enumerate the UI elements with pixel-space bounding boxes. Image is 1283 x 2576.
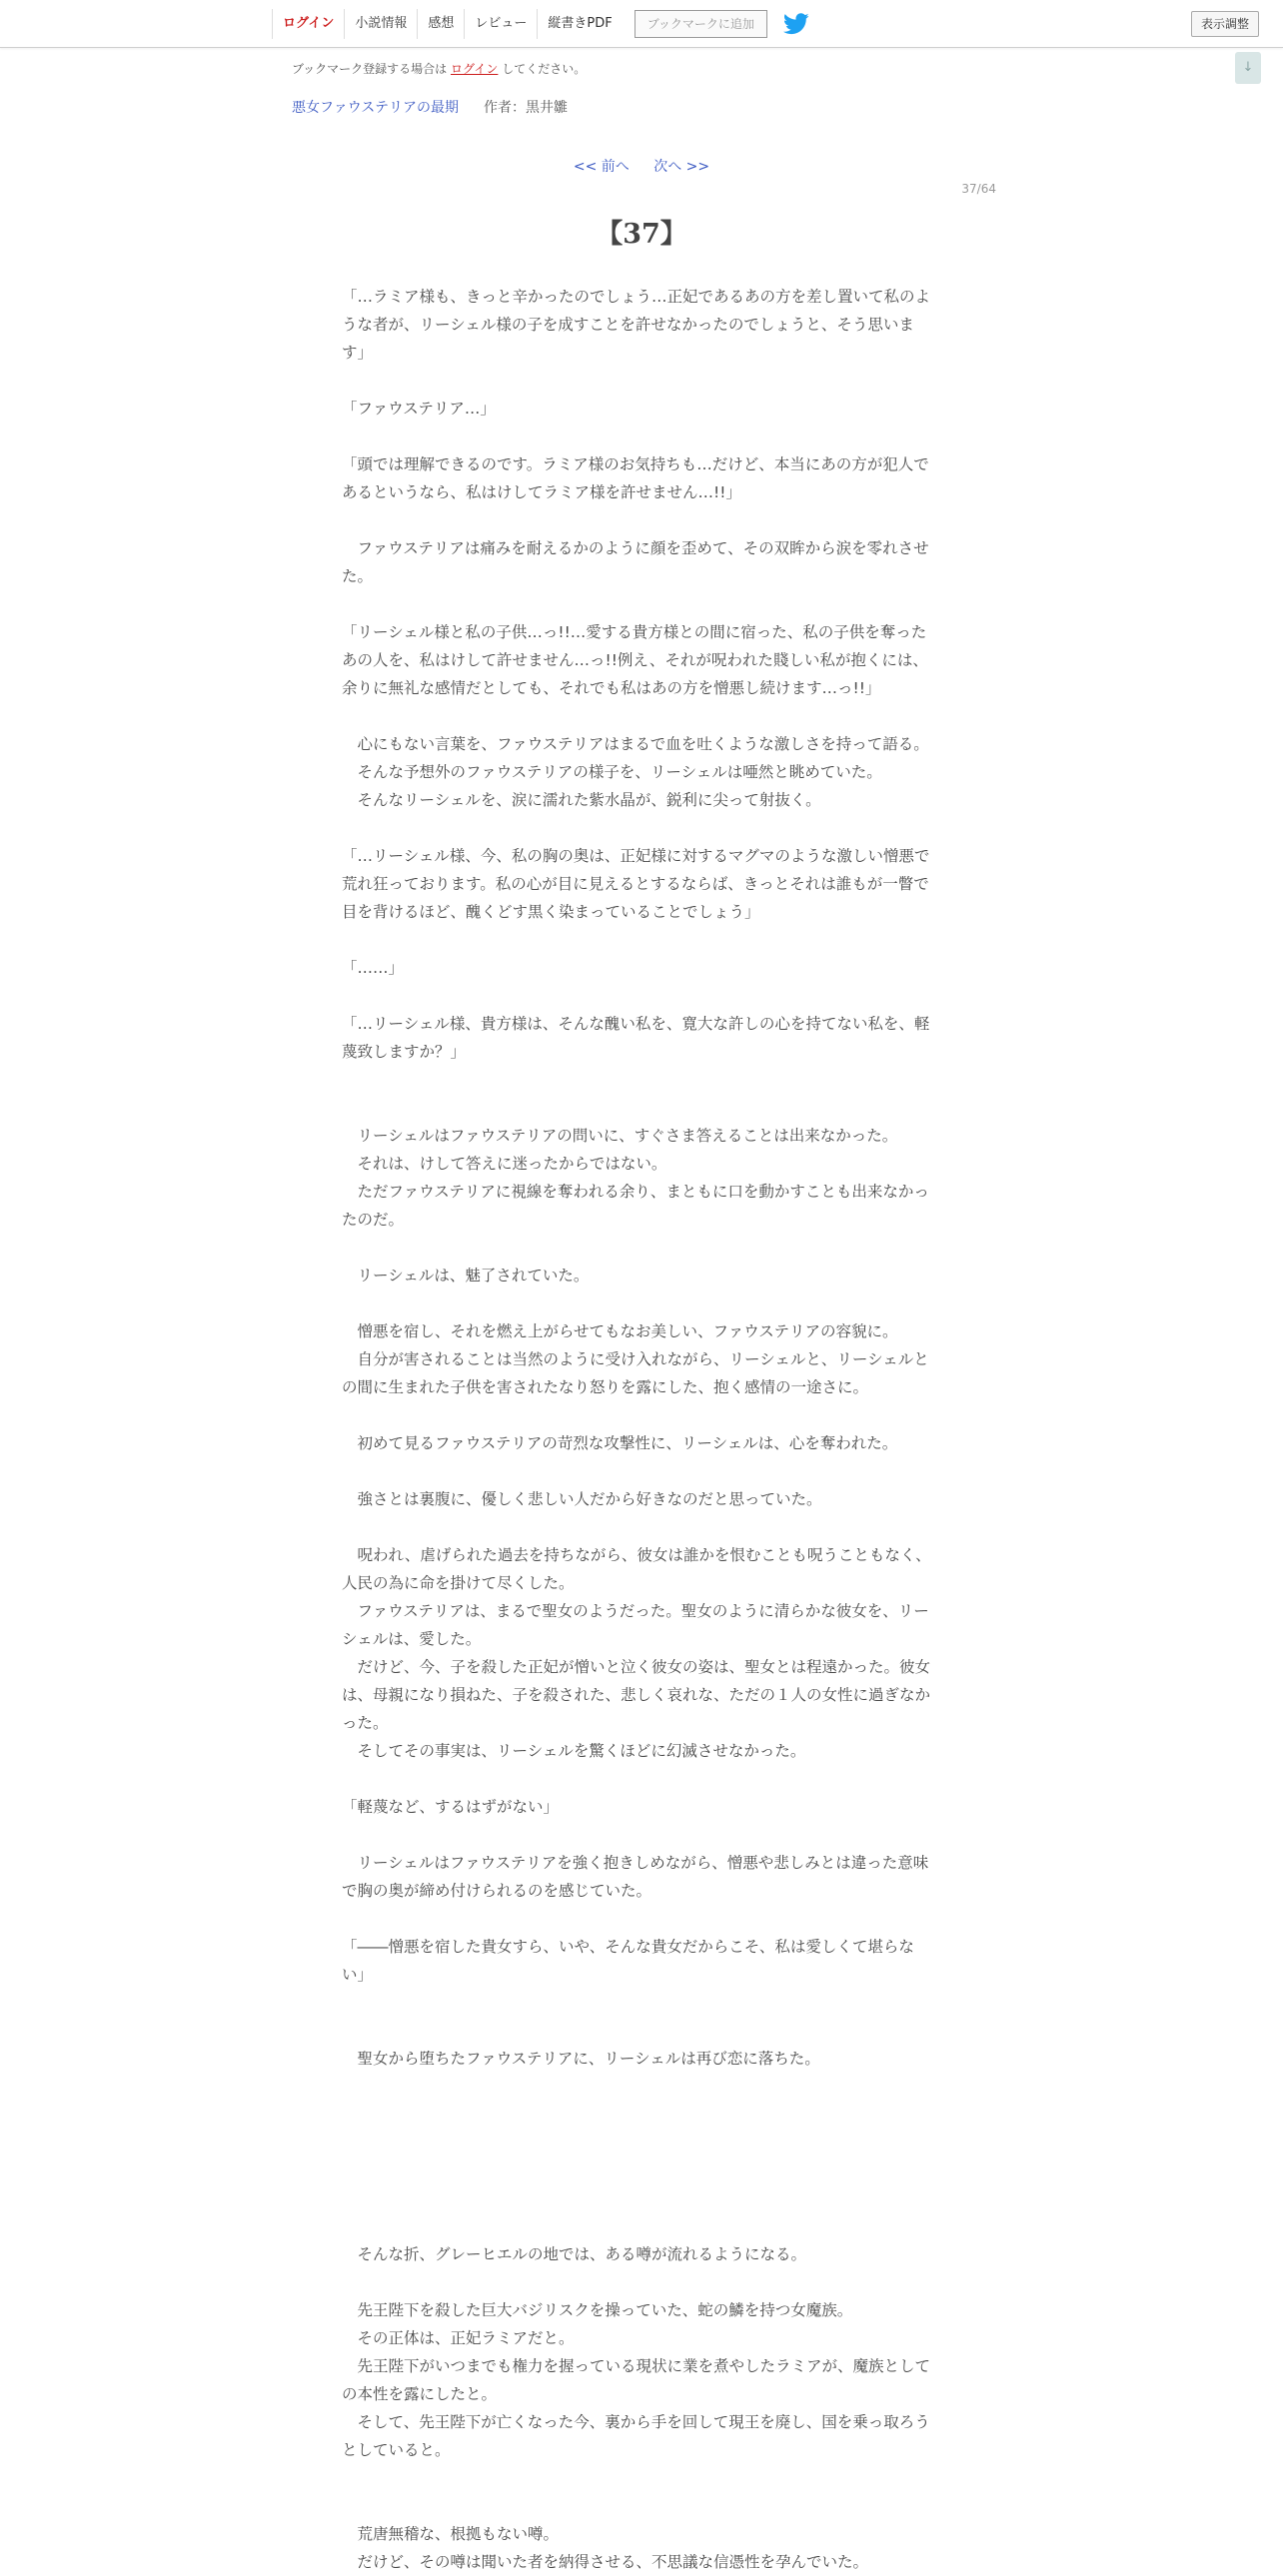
body-paragraph: そんな予想外のファウステリアの様子を、リーシェルは唖然と眺めていた。 [342, 763, 882, 781]
blank-line [342, 2212, 933, 2240]
body-paragraph: 憎悪を宿し、それを燃え上がらせてもなお美しい、ファウステリアの容貌に。 [342, 1322, 898, 1340]
blank-line [342, 1401, 933, 1429]
login-link[interactable]: ログイン [272, 9, 344, 39]
main-nav [272, 0, 811, 47]
blank-line [342, 2073, 933, 2101]
prev-chapter-link[interactable]: << 前へ [573, 159, 630, 175]
blank-line [342, 2464, 933, 2492]
notice-login-link[interactable]: ログイン [451, 62, 499, 76]
blank-line [342, 1905, 933, 1933]
body-paragraph: 「――憎悪を宿した貴女すら、いや、そんな貴女だからこそ、私は愛しくて堪らない」 [342, 1938, 914, 1984]
body-paragraph: 聖女から堕ちたファウステリアに、リーシェルは再び恋に落ちた。 [342, 2050, 820, 2068]
novel-info-link[interactable]: 小説情報 [344, 9, 417, 39]
body-paragraph: 「軽蔑など、するはずがない」 [342, 1798, 560, 1816]
novel-title-link[interactable]: 悪女ファウステリアの最期 [292, 100, 460, 116]
next-chapter-link[interactable]: 次へ >> [653, 159, 710, 175]
twitter-bird-icon[interactable] [783, 12, 811, 36]
body-paragraph: リーシェルはファウステリアの問いに、すぐさま答えることは出来なかった。 [342, 1127, 898, 1145]
blank-line [342, 1989, 933, 2017]
body-paragraph: 自分が害されることは当然のように受け入れながら、リーシェルと、リーシェルとの間に生まれた子供を害されたなり怒りを露にした、抱く感情の一途さに。 [342, 1350, 929, 1396]
impressions-link[interactable]: 感想 [417, 9, 464, 39]
body-paragraph: 「頭では理解できるのです。ラミア様のお気持ちも…だけど、本当にあの方が犯人であるというなら、私はけしてラミア様を許せません…!!」 [342, 455, 929, 501]
body-paragraph: ファウステリアは、まるで聖女のようだった。聖女のように清らかな彼女を、リーシェルは、愛した。 [342, 1602, 929, 1648]
page-count: 37/64 [961, 182, 996, 196]
body-paragraph: そんなリーシェルを、涙に濡れた紫水晶が、鋭利に尖って射抜く。 [342, 791, 821, 809]
blank-line [342, 1234, 933, 1262]
blank-line [342, 982, 933, 1010]
body-paragraph: それは、けして答えに迷ったからではない。 [342, 1155, 667, 1173]
body-paragraph: そんな折、グレーヒエルの地では、ある噂が流れるようになる。 [342, 2245, 807, 2263]
blank-line [342, 2184, 933, 2212]
body-paragraph: 「…ラミア様も、きっと辛かったのでしょう…正妃であるあの方を差し置いて私のような者が、リーシェル様の子を成すことを許せなかったのでしょうと、そう思います」 [342, 288, 931, 362]
blank-line [342, 1066, 933, 1094]
blank-line [342, 1513, 933, 1541]
blank-line [342, 2017, 933, 2045]
body-paragraph: 強さとは裏腹に、優しく悲しい人だから好きなのだと思っていた。 [342, 1490, 822, 1508]
author-name: 黒井雛 [526, 100, 568, 116]
body-paragraph: 呪われ、虐げられた過去を持ちながら、彼女は誰かを恨むことも呪うこともなく、人民の為に命を掛けて尽くした。 [342, 1546, 931, 1592]
blank-line [342, 506, 933, 534]
blank-line [342, 1821, 933, 1849]
author-info [484, 97, 568, 117]
blank-line [342, 1094, 933, 1122]
display-settings-button[interactable]: 表示調整 [1191, 11, 1259, 37]
blank-line [342, 367, 933, 395]
body-paragraph: そして、先王陛下が亡くなった今、裏から手を回して現王を廃し、国を乗っ取ろうとしていると。 [342, 2413, 930, 2459]
top-navigation-bar [0, 0, 1283, 48]
body-paragraph: 「……」 [342, 959, 405, 977]
notice-text-after: してください。 [502, 62, 587, 76]
add-bookmark-button[interactable]: ブックマークに追加 [635, 10, 767, 38]
body-paragraph: ただファウステリアに視線を奪われる余り、まともに口を動かすことも出来なかったのだ。 [342, 1183, 929, 1229]
body-paragraph: 先王陛下を殺した巨大バジリスクを操っていた、蛇の鱗を持つ女魔族。 [342, 2301, 853, 2319]
notice-text-before: ブックマーク登録する場合は [292, 62, 448, 76]
blank-line [342, 1457, 933, 1485]
body-paragraph: ファウステリアは痛みを耐えるかのように顔を歪めて、その双眸から涙を零れさせた。 [342, 539, 929, 585]
blank-line [342, 926, 933, 954]
body-paragraph: だけど、その噂は聞いた者を納得させる、不思議な信憑性を孕んでいた。 [342, 2553, 869, 2571]
body-paragraph: リーシェルはファウステリアを強く抱きしめながら、憎悪や悲しみとは違った意味で胸の奥が締め付けられるのを感じていた。 [342, 1854, 929, 1900]
body-paragraph: 先王陛下がいつまでも権力を握っている現状に業を煮やしたラミアが、魔族としての本性を露にしたと。 [342, 2357, 931, 2403]
body-paragraph: 「ファウステリア…」 [342, 400, 496, 418]
body-paragraph: だけど、今、子を殺した正妃が憎いと泣く彼女の姿は、聖女とは程遠かった。彼女は、母親になり損ねた、子を殺された、悲しく哀れな、ただの１人の女性に過ぎなかった。 [342, 1658, 931, 1732]
body-paragraph: 心にもない言葉を、ファウステリアはまるで血を吐くような激しさを持って語る。 [342, 735, 929, 753]
arrow-down-icon[interactable]: ↓ [1235, 52, 1261, 84]
blank-line [342, 1289, 933, 1317]
author-label: 作者： [484, 100, 526, 116]
blank-line [342, 2101, 933, 2129]
blank-line [342, 2268, 933, 2296]
blank-line [342, 2156, 933, 2184]
review-link[interactable]: レビュー [464, 9, 537, 39]
body-paragraph: 初めて見るファウステリアの苛烈な攻撃性に、リーシェルは、心を奪われた。 [342, 1434, 898, 1452]
chapter-pager [0, 156, 1283, 176]
blank-line [342, 2492, 933, 2520]
blank-line [342, 423, 933, 450]
body-paragraph: そしてその事実は、リーシェルを驚くほどに幻滅させなかった。 [342, 1742, 806, 1760]
body-paragraph: 荒唐無稽な、根拠もない噂。 [342, 2525, 560, 2543]
body-paragraph: リーシェルは、魅了されていた。 [342, 1267, 590, 1285]
blank-line [342, 702, 933, 730]
chapter-body [342, 283, 933, 2576]
body-paragraph: 「…リーシェル様、今、私の胸の奥は、正妃様に対するマグマのような激しい憎悪で荒れ狂っております。私の心が目に見えるとするならば、きっとそれは誰もが一瞥で目を背けるほど、醜くどす黒く染まっていることでしょう」 [342, 847, 930, 921]
body-paragraph: その正体は、正妃ラミアだと。 [342, 2329, 575, 2347]
body-paragraph: 「リーシェル様と私の子供…っ!!…愛する貴方様との間に宿った、私の子供を奪ったあの人を、私はけして許せません…っ!!例え、それが呪われた賤しい私が抱くには、余りに無礼な感情だとしても、それでも私はあの方を憎悪し続けます…っ!!」 [342, 623, 928, 697]
blank-line [342, 814, 933, 842]
blank-line [342, 590, 933, 618]
blank-line [342, 2129, 933, 2156]
bookmark-login-notice [292, 60, 586, 77]
chapter-title: 【37】 [596, 219, 687, 250]
blank-line [342, 1765, 933, 1793]
vertical-pdf-link[interactable]: 縦書きPDF [537, 9, 622, 39]
body-paragraph: 「…リーシェル様、貴方様は、そんな醜い私を、寛大な許しの心を持てない私を、軽蔑致しますか？」 [342, 1015, 930, 1061]
